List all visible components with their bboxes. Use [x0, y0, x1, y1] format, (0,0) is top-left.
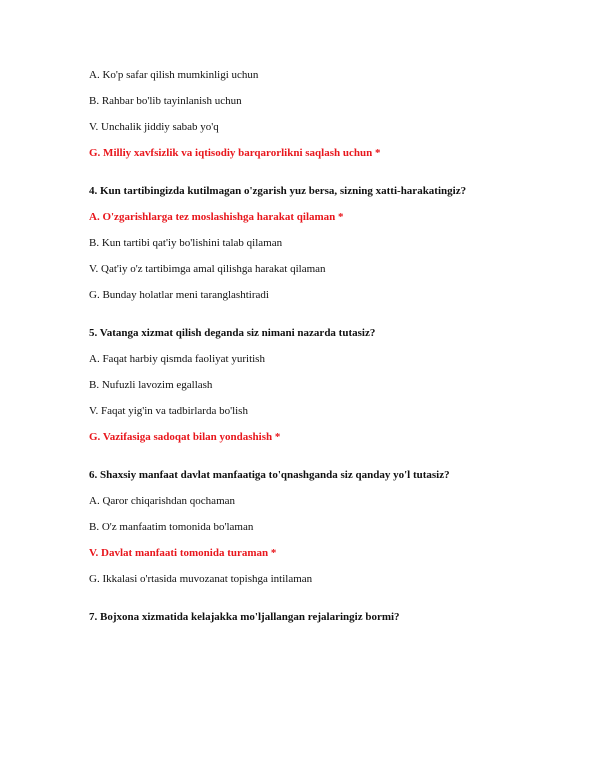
option-v: V. Unchalik jiddiy sabab yo'q: [89, 121, 219, 133]
option-a: A. Qaror chiqarishdan qochaman: [89, 495, 236, 507]
question-7: 7. Bojxona xizmatida kelajakka mo'ljallangan rejalaringiz bormi?: [89, 611, 400, 623]
option-v-correct: V. Davlat manfaati tomonida turaman *: [89, 547, 277, 559]
option-b: B. O'z manfaatim tomonida bo'laman: [89, 521, 254, 533]
option-g-correct: G. Vazifasiga sadoqat bilan yondashish *: [89, 431, 281, 443]
option-a-correct: A. O'zgarishlarga tez moslashishga harakat qilaman *: [89, 211, 344, 223]
option-g-correct: G. Milliy xavfsizlik va iqtisodiy barqarorlikni saqlash uchun *: [89, 147, 381, 159]
option-v: V. Faqat yig'in va tadbirlarda bo'lish: [89, 405, 248, 417]
option-b: B. Nufuzli lavozim egallash: [89, 379, 213, 391]
question-5: 5. Vatanga xizmat qilish deganda siz nimani nazarda tutasiz?: [89, 327, 376, 339]
option-g: G. Ikkalasi o'rtasida muvozanat topishga intilaman: [89, 573, 313, 585]
option-a: A. Faqat harbiy qismda faoliyat yuritish: [89, 353, 265, 365]
option-v: V. Qat'iy o'z tartibimga amal qilishga harakat qilaman: [89, 263, 326, 275]
option-b: B. Kun tartibi qat'iy bo'lishini talab qilaman: [89, 237, 283, 249]
question-4: 4. Kun tartibingizda kutilmagan o'zgarish yuz bersa, sizning xatti-harakatingiz?: [89, 185, 467, 197]
option-g: G. Bunday holatlar meni taranglashtiradi: [89, 289, 269, 301]
question-6: 6. Shaxsiy manfaat davlat manfaatiga to'qnashganda siz qanday yo'l tutasiz?: [89, 469, 450, 481]
option-a: A. Ko'p safar qilish mumkinligi uchun: [89, 69, 259, 81]
option-b: B. Rahbar bo'lib tayinlanish uchun: [89, 95, 242, 107]
